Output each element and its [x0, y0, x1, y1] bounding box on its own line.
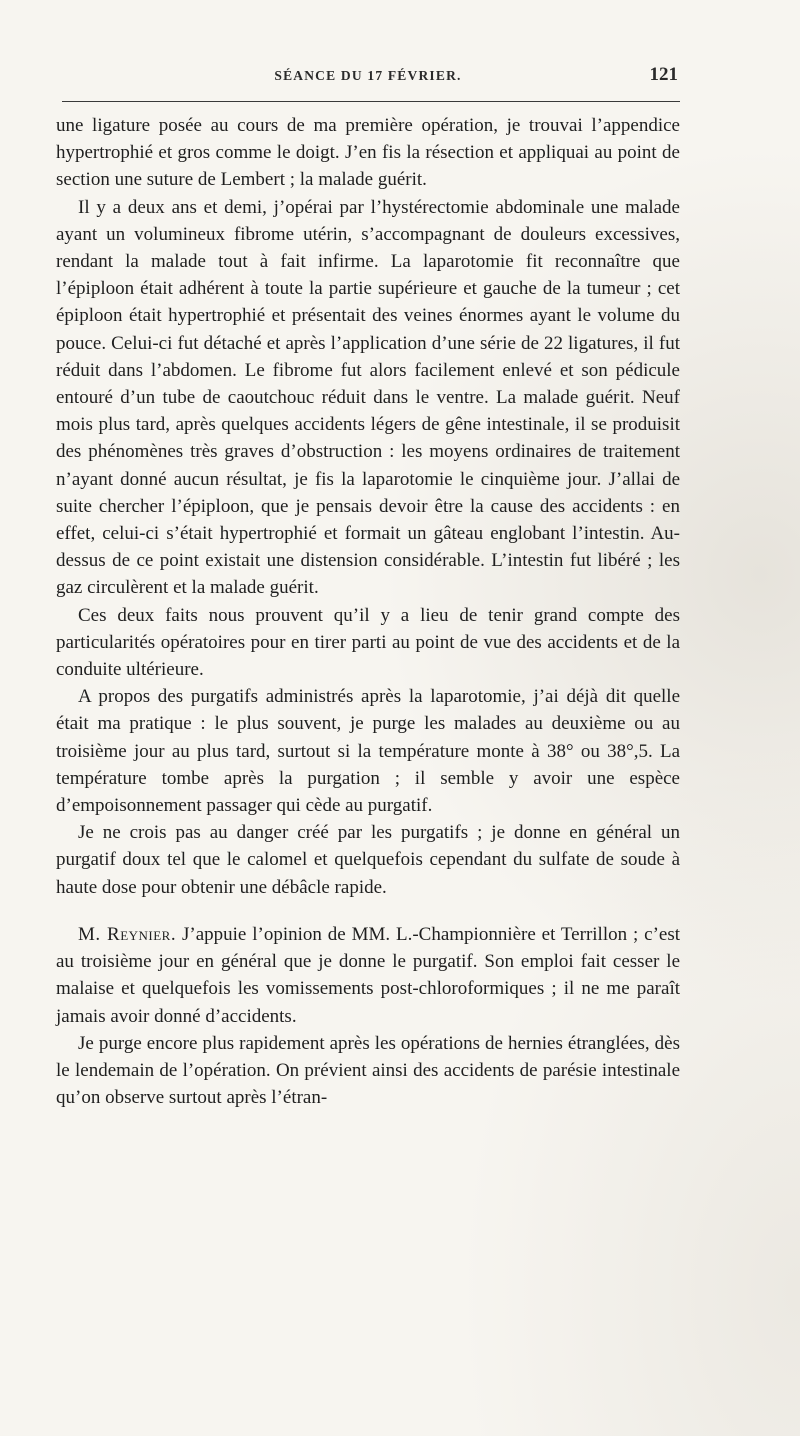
paragraph-danger: Je ne crois pas au danger créé par les purgatifs ; je donne en général un purgatif doux tel que le calomel et quelquefois cependant du sulfate de soude à haute dose pour obtenir une débâcle rapide. — [56, 822, 680, 898]
paragraph-reynier — [56, 921, 680, 1030]
paragraph-continued: une ligature posée au cours de ma première opération, je trouvai l’appendice hypertrophié et gros comme le doigt. J’en fis la résection et appliquai au point de section une suture de Lembert ; la malade guérit. — [56, 115, 680, 191]
paragraph-purgatifs: A propos des purgatifs administrés après la laparotomie, j’ai déjà dit quelle était ma pratique : le plus souvent, je purge les malades au deuxième ou au troisième jour au plus tard, surtout si la température monte à 38° ou 38°,5. La température tombe après la purgation ; il semble y avoir une espèce d’empoisonnement passager qui cède au purgatif. — [56, 686, 680, 817]
speaker-statement: J’appuie l’opinion de MM. L.-Championnière et Terrillon ; c’est au troisième jour en général que je donne le purgatif. Son emploi fait cesser le malaise et quelquefois les vomissements post-chloroformiques ; il ne me paraît jamais avoir donné d’accidents. — [56, 923, 680, 1027]
running-head: SÉANCE DU 17 FÉVRIER. — [274, 68, 462, 83]
paragraph-conclusion: Ces deux faits nous prouvent qu’il y a lieu de tenir grand compte des particularités opératoires pour en tirer parti au point de vue des accidents et de la conduite ultérieure. — [56, 604, 680, 681]
header-rule — [62, 101, 680, 102]
page-header — [56, 62, 680, 92]
body-text — [56, 112, 680, 1111]
paragraph-case-report: Il y a deux ans et demi, j’opérai par l’hystérectomie abdominale une malade ayant un volumineux fibrome utérin, s’accompagnant de douleurs excessives, rendant la malade tout à fait infirme. La laparotomie fit reconnaître que l’épiploon était adhérent à toute la partie supérieure et gauche de la tumeur ; cet épiploon était hypertrophié et présentait des veines énormes ayant le volume du pouce. Celui-ci fut détaché et après l’application d’une série de 22 ligatures, il fut réduit dans l’abdomen. Le fibrome fut alors facilement enlevé et son pédicule entouré d’un tube de caoutchouc réduit dans le ventre. La malade guérit. Neuf mois plus tard, après quelques accidents légers de gêne intestinale, il se produisit des phénomènes très graves d’obstruction : les moyens ordinaires de traitement n’ayant donné aucun résultat, je fis la laparotomie le cinquième jour. J’allai de suite chercher l’épiploon, que je pensais devoir être la cause des accidents : en effet, celui-ci s’était hypertrophié et formait un gâteau englobant l’intestin. Au-dessus de ce point existait une distension considérable. L’intestin fut libéré ; les gaz circulèrent et la malade guérit. — [56, 196, 680, 599]
page-number: 121 — [649, 64, 678, 85]
paragraph-hernies: Je purge encore plus rapidement après les opérations de hernies étranglées, dès le lendemain de l’opération. On prévient ainsi des accidents de parésie intestinale qu’on observe surtout après l’étran- — [56, 1032, 680, 1109]
speaker-name: M. Reynier. — [78, 923, 177, 945]
